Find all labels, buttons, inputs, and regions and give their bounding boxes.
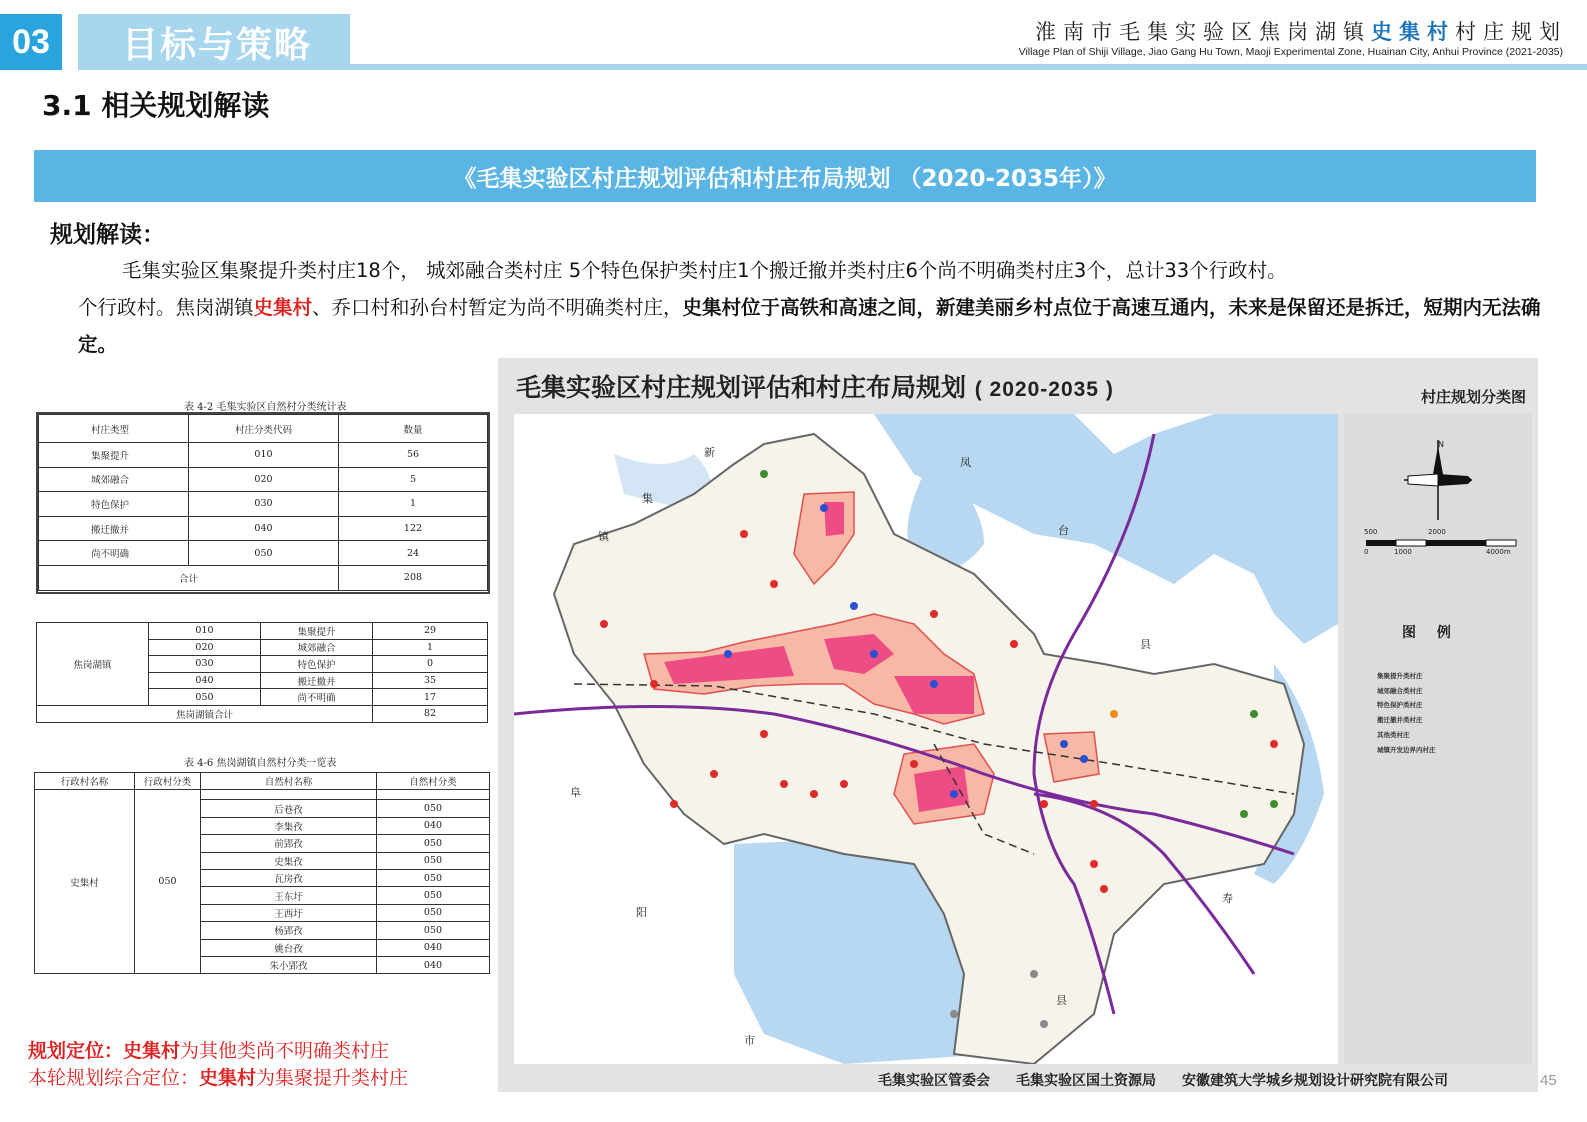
- village-dot: [1100, 885, 1108, 893]
- table-cell: 050: [377, 922, 490, 939]
- village-dot: [650, 680, 658, 688]
- table-cell: 020: [149, 639, 261, 656]
- place-label: 市: [744, 1034, 755, 1047]
- admin-village-cell: 史集村: [35, 790, 135, 974]
- village-dot: [770, 580, 778, 588]
- table-cell: 122: [339, 516, 488, 541]
- table-cell: 尚不明确: [261, 689, 373, 706]
- place-label: 县: [1140, 638, 1151, 651]
- legend-swatch: [1360, 671, 1369, 680]
- table-cell: 020: [189, 467, 339, 492]
- village-dot: [780, 780, 788, 788]
- table-cell: 集聚提升: [39, 443, 189, 468]
- table-cell: 050: [377, 869, 490, 886]
- table-cell: 5: [339, 467, 488, 492]
- reading-p5: 史集村位于高铁和高速之间，新建美丽乡村点位于高速互通内，未来是保留还是拆迁，短期内无法确定。: [78, 296, 1541, 356]
- place-label: 新: [704, 446, 715, 459]
- village-dot: [1060, 740, 1068, 748]
- reading-village-highlight: 史集村: [253, 296, 313, 319]
- table-cell: 040: [149, 672, 261, 689]
- summary-village-2: 史集村: [199, 1067, 257, 1089]
- table-header-cell: 行政村分类: [135, 773, 201, 790]
- legend-label: 集聚提升类村庄: [1377, 671, 1423, 680]
- table-cell: 050: [189, 541, 339, 566]
- reading-p1: 毛集实验区集聚提升类村庄18个， 城郊融合类村庄 5个特色保护类村庄1个搬迁撤并类村庄6个尚不明确类村庄3个，总计33个行政村。: [122, 259, 1287, 282]
- legend-item: [1360, 742, 1436, 757]
- admin-class-cell: 050: [135, 790, 201, 974]
- table-total-value: 82: [373, 705, 488, 722]
- footer-org: 安徽建筑大学城乡规划设计研究院有限公司: [1182, 1073, 1448, 1089]
- scale-label: 1000: [1394, 548, 1412, 556]
- table-cell: 040: [377, 939, 490, 956]
- table-cell: 56: [339, 443, 488, 468]
- village-dot: [1110, 710, 1118, 718]
- table-header-row: [35, 773, 490, 790]
- village-dot: [1080, 755, 1088, 763]
- village-dot: [950, 790, 958, 798]
- table-row: [39, 443, 488, 468]
- footer-org: 毛集实验区国土资源局: [1016, 1073, 1156, 1089]
- development-zone-east: [1044, 732, 1099, 782]
- table-cell: 050: [149, 689, 261, 706]
- scale-label: 500: [1364, 528, 1378, 536]
- village-dot: [1010, 640, 1018, 648]
- table-total-row: [39, 565, 488, 590]
- legend-label: 其他类村庄: [1377, 731, 1410, 740]
- map-legend: [1360, 668, 1436, 757]
- legend-label: 城郊融合类村庄: [1377, 686, 1423, 695]
- table-header-cell: 行政村名称: [35, 773, 135, 790]
- table-cell: 朱小郢孜: [201, 956, 377, 973]
- table-total-value: 208: [339, 565, 488, 590]
- place-label: 镇: [598, 530, 609, 543]
- table-row: [35, 790, 490, 800]
- legend-label: 城镇开发边界内村庄: [1377, 745, 1436, 754]
- table-cell: 040: [377, 956, 490, 973]
- summary-village-1: 史集村: [123, 1040, 181, 1062]
- table-cell: 050: [377, 887, 490, 904]
- legend-title: 图 例: [1402, 625, 1459, 641]
- legend-swatch: [1360, 745, 1369, 754]
- table-cell: 050: [377, 904, 490, 921]
- legend-item: [1360, 698, 1436, 713]
- legend-swatch: [1360, 715, 1369, 724]
- table-cell: 0: [373, 656, 488, 673]
- table-cell: 姚台孜: [201, 939, 377, 956]
- spacer-cell: [201, 790, 377, 800]
- place-label: 县: [1056, 994, 1067, 1007]
- village-dot: [1040, 800, 1048, 808]
- legend-swatch: [1360, 700, 1369, 709]
- reading-p2: 个行政村。焦岗湖镇: [78, 296, 254, 319]
- village-dot: [670, 800, 678, 808]
- village-dot: [870, 650, 878, 658]
- natural-village-table: [34, 772, 490, 974]
- table-cell: 010: [189, 443, 339, 468]
- place-label: 凤: [960, 456, 971, 469]
- legend-label: 特色保护类村庄: [1377, 701, 1423, 710]
- footer-org: 毛集实验区管委会: [878, 1073, 990, 1089]
- table-header-cell: 自然村分类: [377, 773, 490, 790]
- table3-caption: 表 4-6 焦岗湖镇自然村分类一览表: [184, 758, 337, 769]
- map-footer: [878, 1070, 1448, 1090]
- village-dot: [1030, 970, 1038, 978]
- table-header-cell: 数量: [339, 415, 488, 443]
- table-header-row: [39, 415, 488, 443]
- summary-line-2: [28, 1065, 408, 1092]
- village-dot: [1090, 800, 1098, 808]
- village-dot: [1270, 800, 1278, 808]
- legend-item: [1360, 727, 1436, 742]
- table-cell: 王东圩: [201, 887, 377, 904]
- village-dot: [600, 620, 608, 628]
- village-dot: [810, 790, 818, 798]
- page-number: 45: [1540, 1072, 1557, 1089]
- table-cell: 尚不明确: [39, 541, 189, 566]
- table-total-label: 焦岗湖镇合计: [37, 705, 373, 722]
- place-label: 阜: [570, 786, 581, 799]
- table-cell: 杨郢孜: [201, 922, 377, 939]
- table-cell: 040: [377, 817, 490, 834]
- scale-bar: [1366, 540, 1516, 546]
- plan-banner: 《毛集实验区村庄规划评估和村庄布局规划 （2020-2035年）》: [34, 150, 1536, 202]
- village-dot: [910, 760, 918, 768]
- village-dot: [1240, 810, 1248, 818]
- town-name-cell: 焦岗湖镇: [37, 623, 149, 706]
- project-subtitle: Village Plan of Shiji Village, Jiao Gang Hu Town, Maoji Experimental Zone, Huainan City, Anhui Province (2021-2035): [1018, 46, 1563, 58]
- table-total-row: [37, 705, 488, 722]
- project-title: [1035, 16, 1567, 46]
- project-title-village: 史集村: [1371, 19, 1455, 44]
- village-class-table: [38, 414, 488, 591]
- village-dot: [950, 1010, 958, 1018]
- table-cell: 35: [373, 672, 488, 689]
- table-cell: 17: [373, 689, 488, 706]
- village-dot: [840, 780, 848, 788]
- legend-item: [1360, 668, 1436, 683]
- table-cell: 24: [339, 541, 488, 566]
- legend-swatch: [1360, 686, 1369, 695]
- map-subtitle: 村庄规划分类图: [1420, 388, 1526, 406]
- table-cell: 后巷孜: [201, 800, 377, 817]
- village-dot: [820, 504, 828, 512]
- reading-paragraph: [78, 252, 1548, 363]
- table-row: [37, 623, 488, 640]
- table-row: [39, 516, 488, 541]
- table-cell: 050: [377, 800, 490, 817]
- village-dot: [760, 730, 768, 738]
- place-label: 集: [642, 492, 653, 505]
- legend-item: [1360, 683, 1436, 698]
- table-cell: 030: [149, 656, 261, 673]
- map-title-text: 毛集实验区村庄规划评估和村庄布局规划: [516, 373, 967, 402]
- table-cell: 王西圩: [201, 904, 377, 921]
- map-title-year: ( 2020-2035 ): [974, 378, 1114, 401]
- village-dot: [1270, 740, 1278, 748]
- table1-caption: 表 4-2 毛集实验区自然村分类统计表: [184, 402, 347, 413]
- planning-summary: [28, 1038, 408, 1092]
- subsection-title: 3.1 相关规划解读: [42, 89, 270, 122]
- place-label: 台: [1058, 524, 1069, 537]
- table-header-cell: 村庄类型: [39, 415, 189, 443]
- legend-item: [1360, 712, 1436, 727]
- village-dot: [1040, 1020, 1048, 1028]
- village-dot: [710, 770, 718, 778]
- table-cell: 1: [339, 492, 488, 517]
- table-total-label: 合计: [39, 565, 339, 590]
- table-cell: 030: [189, 492, 339, 517]
- summary-rest-2: 为集聚提升类村庄: [256, 1067, 409, 1089]
- project-title-suffix: 村庄规划: [1455, 20, 1567, 44]
- urban-core-south: [914, 766, 969, 812]
- place-label: 阳: [636, 906, 647, 919]
- summary-line-1: [28, 1038, 408, 1065]
- table-cell: 010: [149, 623, 261, 640]
- table-row: [39, 467, 488, 492]
- village-dot: [1090, 860, 1098, 868]
- table-cell: 29: [373, 623, 488, 640]
- reading-label: 规划解读：: [50, 222, 165, 248]
- village-dot: [760, 470, 768, 478]
- scale-label: 0: [1364, 548, 1369, 556]
- header-rule: [350, 64, 1587, 70]
- project-title-prefix: 淮南市毛集实验区焦岗湖镇: [1035, 20, 1371, 44]
- summary-rest-1: 为其他类尚不明确类村庄: [180, 1040, 390, 1062]
- village-dot: [724, 650, 732, 658]
- town-summary-table: [36, 622, 488, 723]
- reading-p4: 、乔口村和孙台村暂定为尚不明确类村庄，: [312, 296, 683, 319]
- table-cell: 特色保护: [39, 492, 189, 517]
- table-cell: 瓦房孜: [201, 869, 377, 886]
- table-cell: 1: [373, 639, 488, 656]
- map-title: [516, 368, 1114, 404]
- table-cell: 史集孜: [201, 852, 377, 869]
- table-cell: 李集孜: [201, 817, 377, 834]
- table-cell: 城郊融合: [261, 639, 373, 656]
- village-dot: [1250, 710, 1258, 718]
- table-cell: 搬迁撤并: [39, 516, 189, 541]
- scale-label: 2000: [1428, 528, 1446, 536]
- table-row: [39, 492, 488, 517]
- table-cell: 城郊融合: [39, 467, 189, 492]
- table-cell: 搬迁撤并: [261, 672, 373, 689]
- table-header-cell: 自然村名称: [201, 773, 377, 790]
- village-dot: [850, 602, 858, 610]
- table-cell: 050: [377, 835, 490, 852]
- village-dot: [930, 610, 938, 618]
- place-label: 寿: [1222, 892, 1233, 905]
- summary-label-1: 规划定位：: [28, 1040, 124, 1062]
- table-row: [39, 541, 488, 566]
- summary-label-2: 本轮规划综合定位：: [28, 1067, 200, 1089]
- north-label: N: [1438, 440, 1444, 449]
- village-dot: [740, 530, 748, 538]
- table-cell: 集聚提升: [261, 623, 373, 640]
- map-panel: [498, 358, 1538, 1092]
- scale-label: 4000m: [1486, 548, 1511, 556]
- table-cell: 特色保护: [261, 656, 373, 673]
- table-cell: 前郢孜: [201, 835, 377, 852]
- section-title: 目标与策略: [78, 14, 350, 70]
- village-dot: [930, 680, 938, 688]
- spacer-cell: [377, 790, 490, 800]
- table-cell: 050: [377, 852, 490, 869]
- table-cell: 040: [189, 516, 339, 541]
- legend-label: 搬迁撤并类村庄: [1377, 716, 1423, 725]
- table-header-cell: 村庄分类代码: [189, 415, 339, 443]
- section-number: 03: [0, 14, 62, 70]
- legend-swatch: [1360, 730, 1369, 739]
